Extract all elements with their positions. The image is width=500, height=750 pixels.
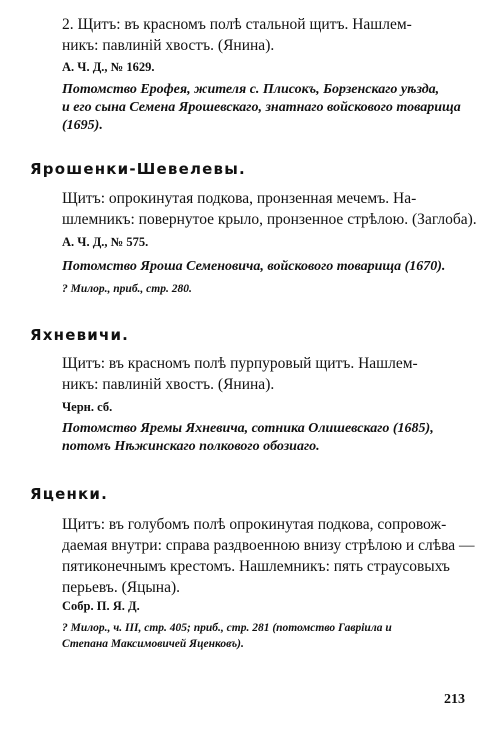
text-line: даемая внутри: справа раздвоенною внизу стрѣлою и слѣва — bbox=[62, 537, 475, 554]
desc-line: Потомство Ерофея, жителя с. Плисокъ, Борзенскаго уѣзда, bbox=[62, 82, 440, 97]
page-number: 213 bbox=[444, 692, 465, 707]
text-line: Щитъ: въ голубомъ полѣ опрокинутая подкова, сопровож- bbox=[62, 516, 447, 533]
section-text bbox=[62, 188, 477, 230]
section-reference bbox=[62, 620, 482, 652]
text-line: Щитъ: опрокинутая подкова, пронзенная мечемъ. На- bbox=[62, 190, 417, 207]
text-line: никъ: павлиній хвостъ. (Янина). bbox=[62, 37, 275, 54]
section-heading: Яхневичи. bbox=[30, 326, 130, 344]
desc-line: потомъ Нѣжинскаго полкового обозиаго. bbox=[62, 439, 320, 454]
text-line: Щитъ: въ красномъ полѣ пурпуровый щитъ. Нашлем- bbox=[62, 355, 418, 372]
section-source: Черн. сб. bbox=[62, 400, 113, 414]
entry-top-description bbox=[62, 81, 474, 135]
section-text bbox=[62, 353, 472, 395]
desc-line: (1695). bbox=[62, 118, 103, 133]
desc-line: и его сына Семена Ярошевскаго, знатнаго войскового товарища bbox=[62, 100, 461, 115]
desc-line: Потомство Яремы Яхневича, сотника Олишевскаго (1685), bbox=[62, 421, 434, 436]
text-line: шлемникъ: повернутое крыло, пронзенное стрѣлою. (Заглоба). bbox=[62, 211, 477, 228]
ref-line: ? Милор., ч. III, стр. 405; приб., стр. 281 (потомство Гавріила и bbox=[62, 622, 392, 634]
section-reference bbox=[62, 281, 482, 297]
text-line: никъ: павлиній хвостъ. (Янина). bbox=[62, 376, 275, 393]
section-source: Собр. П. Я. Д. bbox=[62, 599, 140, 613]
section-text bbox=[62, 514, 475, 598]
section-source: А. Ч. Д., № 575. bbox=[62, 235, 149, 249]
section-heading: Ярошенки-Шевелевы. bbox=[30, 160, 246, 178]
ref-line: ? Милор., приб., стр. 280. bbox=[62, 283, 192, 295]
entry-top-source: А. Ч. Д., № 1629. bbox=[62, 60, 155, 74]
text-line: пятиконечнымъ крестомъ. Нашлемникъ: пять страусовыхъ bbox=[62, 558, 450, 575]
section-description bbox=[62, 420, 474, 456]
entry-top-text bbox=[62, 14, 472, 56]
ref-line: Степана Максимовичей Яценковъ). bbox=[62, 638, 244, 650]
section-description bbox=[62, 258, 474, 276]
text-line: перьевъ. (Яцына). bbox=[62, 579, 180, 596]
text-line: 2. Щитъ: въ красномъ полѣ стальной щитъ. Нашлем- bbox=[62, 16, 412, 33]
section-heading: Яценки. bbox=[30, 485, 108, 503]
desc-line: Потомство Яроша Семеновича, войскового товарища (1670). bbox=[62, 259, 446, 274]
